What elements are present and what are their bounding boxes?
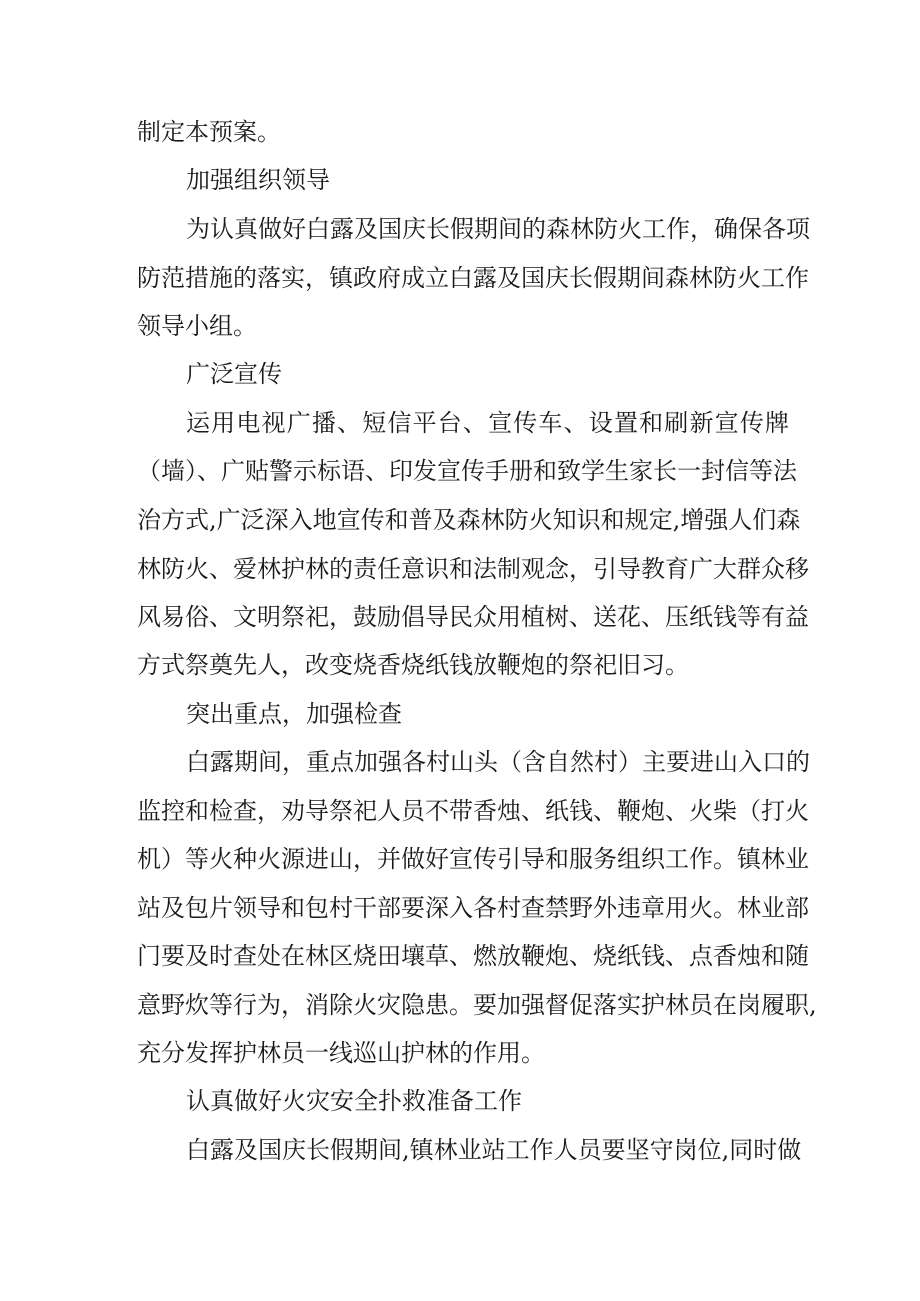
paragraph-line: 充分发挥护林员一线巡山护林的作用。: [137, 1039, 545, 1067]
paragraph-line: 防范措施的落实，镇政府成立白露及国庆长假期间森林防火工作: [137, 264, 809, 292]
paragraph-line: 领导小组。: [137, 312, 257, 340]
section-heading-publicity: 广泛宣传: [186, 360, 282, 388]
intro-tail: 制定本预案。: [137, 118, 281, 146]
paragraph-line: 监控和检查，劝导祭祀人员不带香烛、纸钱、鞭炮、火柴（打火: [137, 797, 809, 825]
section-heading-organization: 加强组织领导: [186, 166, 330, 194]
paragraph-line: 门要及时查处在林区烧田壤草、燃放鞭炮、烧纸钱、点香烛和随: [137, 942, 809, 970]
paragraph-line: 林防火、爱林护林的责任意识和法制观念，引导教育广大群众移: [137, 555, 809, 583]
paragraph-line: 意野炊等行为，消除火灾隐患。要加强督促落实护林员在岗履职,: [137, 991, 817, 1019]
paragraph-line: 白露及国庆长假期间,镇林业站工作人员要坚守岗位,同时做: [186, 1136, 802, 1164]
paragraph-line: 机）等火种火源进山，并做好宣传引导和服务组织工作。镇林业: [137, 845, 809, 873]
paragraph-line: （墙）、广贴警示标语、印发宣传手册和致学生家长一封信等法: [137, 457, 797, 485]
paragraph-line: 为认真做好白露及国庆长假期间的森林防火工作，确保各项: [186, 215, 810, 243]
paragraph-line: 治方式,广泛深入地宣传和普及森林防火知识和规定,增强人们森: [137, 506, 801, 534]
paragraph-line: 方式祭奠先人，改变烧香烧纸钱放鞭炮的祭祀旧习。: [137, 651, 689, 679]
paragraph-line: 运用电视广播、短信平台、宣传车、设置和刷新宣传牌: [186, 409, 789, 437]
paragraph-line: 白露期间，重点加强各村山头（含自然村）主要进山入口的: [186, 748, 810, 776]
section-heading-inspection: 突出重点，加强检查: [186, 700, 402, 728]
paragraph-line: 风易俗、文明祭祀，鼓励倡导民众用植树、送花、压纸钱等有益: [137, 603, 809, 631]
section-heading-rescue-preparation: 认真做好火灾安全扑救准备工作: [186, 1087, 522, 1115]
paragraph-line: 站及包片领导和包村干部要深入各村查禁野外违章用火。林业部: [137, 894, 809, 922]
